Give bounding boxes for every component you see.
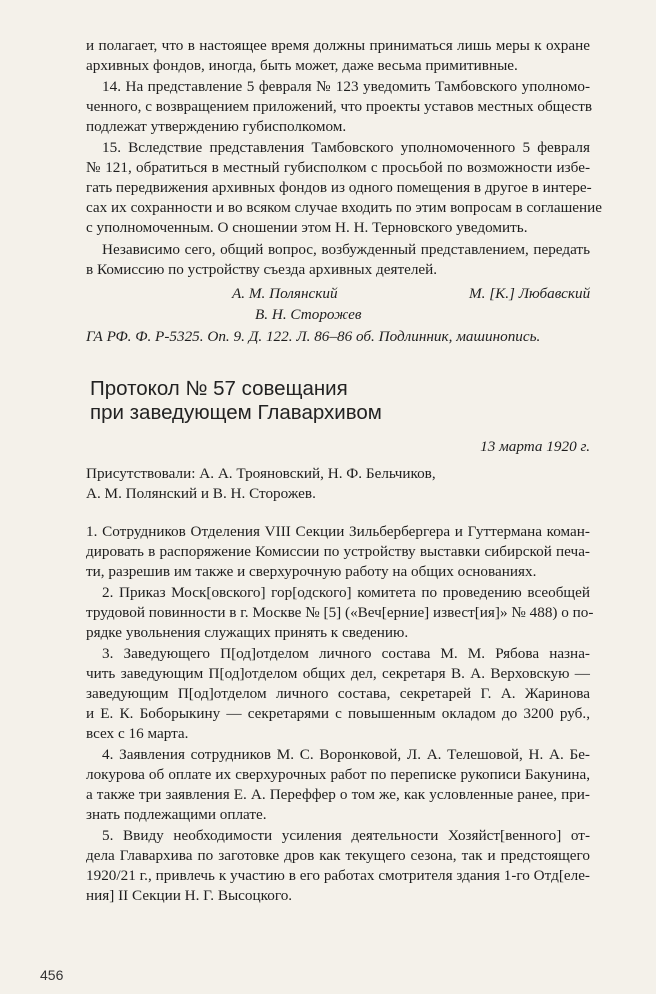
signature-polyansky: А. М. Полянский — [232, 285, 338, 302]
attendees-line: А. М. Полянский и В. Н. Сторожев. — [86, 485, 316, 502]
text-line: заведующим П[од]отделом личного состава, секретарей Г. А. Жаринова — [86, 685, 590, 702]
document-title-line-2: при заведующем Главархивом — [90, 401, 382, 424]
text-line: знать подлежащими оплате. — [86, 806, 267, 823]
text-line: 4. Заявления сотрудников М. С. Воронковой, Л. А. Телешовой, Н. А. Бе- — [102, 746, 590, 763]
signature-lyubavsky: М. [К.] Любавский — [469, 285, 591, 302]
text-line: всех с 16 марта. — [86, 725, 189, 742]
text-line: гать передвижения архивных фондов из одного помещения в другое в интере- — [86, 179, 592, 196]
text-line: и полагает, что в настоящее время должны приниматься лишь меры к охране — [86, 37, 590, 54]
text-line: архивных фондов, иногда, быть может, даже весьма примитивные. — [86, 57, 518, 74]
text-line: а также три заявления Е. А. Переффер о том же, как условленные ранее, при- — [86, 786, 590, 803]
page-number: 456 — [40, 967, 64, 983]
text-line: 5. Ввиду необходимости усиления деятельности Хозяйст[венного] от- — [102, 827, 590, 844]
text-line: дировать в распоряжение Комиссии по устройству выставки сибирской печа- — [86, 543, 590, 560]
text-line: чить заведующим П[од]отделом общих дел, секретаря В. А. Верховскую — — [86, 665, 590, 682]
text-line: 1. Сотрудников Отделения VIII Секции Зильбербергера и Гуттермана коман- — [86, 523, 590, 540]
text-line: 3. Заведующего П[од]отделом личного состава М. М. Рябова назна- — [102, 645, 590, 662]
text-line: 1920/21 г., привлечь к участию в его работах смотрителя здания 1-го Отд[еле- — [86, 867, 590, 884]
text-line: в Комиссию по устройству съезда архивных деятелей. — [86, 261, 438, 278]
text-line: с уполномоченным. О сношении этом Н. Н. Терновского уведомить. — [86, 219, 528, 236]
text-line: 15. Вследствие представления Тамбовского уполномоченного 5 февраля — [102, 139, 590, 156]
text-line: № 121, обратиться в местный губисполком с просьбой по возможности избе- — [86, 159, 590, 176]
signature-storozhev: В. Н. Сторожев — [255, 306, 362, 323]
text-line: 14. На представление 5 февраля № 123 уведомить Тамбовского уполномо- — [102, 78, 590, 95]
text-line: ченного, с возвращением приложений, что проекты уставов местных обществ — [86, 98, 593, 115]
text-line: рядке увольнения служащих принять к сведению. — [86, 624, 409, 641]
text-line: дела Главархива по заготовке дров как текущего сезона, так и предстоящего — [86, 847, 590, 864]
text-line: Независимо сего, общий вопрос, возбужденный представлением, передать — [102, 241, 590, 258]
text-line: подлежат утверждению губисполкомом. — [86, 118, 347, 135]
text-line: ния] II Секции Н. Г. Высоцкого. — [86, 887, 293, 904]
document-title-line-1: Протокол № 57 совещания — [90, 377, 348, 400]
text-line: ти, разрешив им также и сверхурочную работу на общих основаниях. — [86, 563, 537, 580]
document-date: 13 марта 1920 г. — [480, 438, 590, 455]
text-line: локурова об оплате их сверхурочных работ по переписке рукописи Бакунина, — [86, 766, 590, 783]
attendees-line: Присутствовали: А. А. Трояновский, Н. Ф. Бельчиков, — [86, 465, 436, 482]
text-line: и Е. К. Боборыкину — секретарями с повышенным окладом до 3200 руб., — [86, 705, 590, 722]
text-line: трудовой повинности в г. Москве № [5] («Веч[ерние] извест[ия]» № 488) о по- — [86, 604, 594, 621]
archival-source: ГА РФ. Ф. Р-5325. Оп. 9. Д. 122. Л. 86–86 об. Подлинник, машинопись. — [86, 328, 541, 345]
text-line: сах их сохранности и во всяком случае входить по этим вопросам в соглашение — [86, 199, 603, 216]
text-line: 2. Приказ Моск[овского] гор[одского] комитета по проведению всеобщей — [102, 584, 590, 601]
